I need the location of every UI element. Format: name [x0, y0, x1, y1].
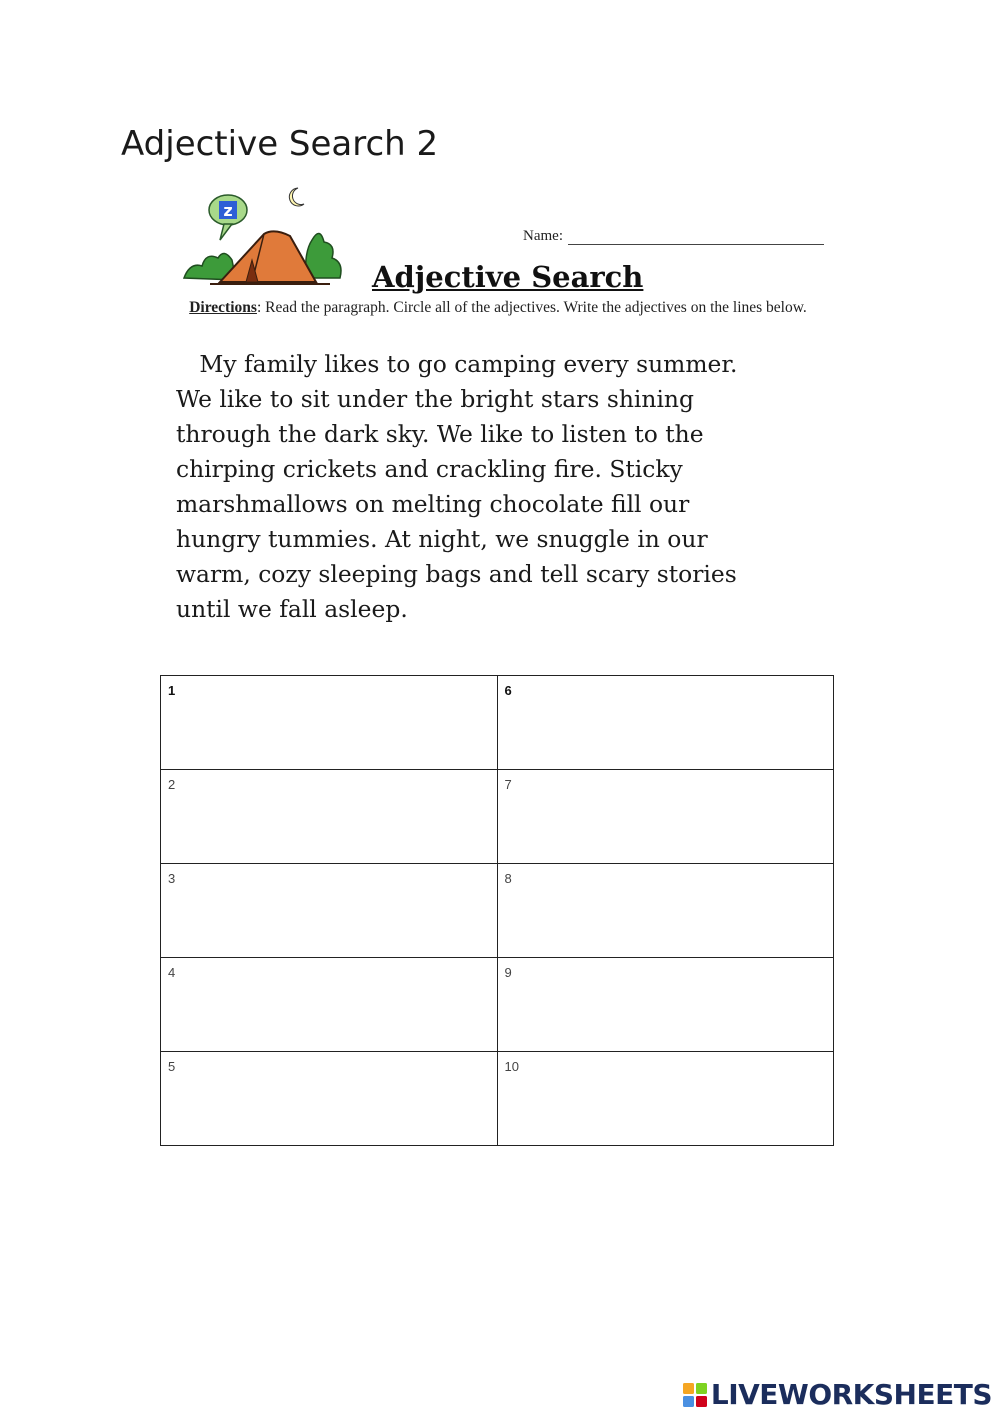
- directions-text: : Read the paragraph. Circle all of the adjectives. Write the adjectives on the lines below.: [256, 299, 807, 316]
- paragraph-line: hungry tummies. At night, we snuggle in our: [176, 525, 708, 553]
- answer-cell[interactable]: 4: [161, 958, 498, 1052]
- brand-name: LIVEWORKSHEETS: [710, 1378, 992, 1411]
- brand-logo[interactable]: [682, 1378, 992, 1411]
- paragraph-line: We like to sit under the bright stars shining: [176, 385, 694, 413]
- sleep-bubble-letter: z: [223, 201, 233, 220]
- paragraph-line: marshmallows on melting chocolate fill our: [176, 490, 690, 518]
- table-row: [161, 958, 834, 1052]
- paragraph-line: through the dark sky. We like to listen to the: [176, 420, 704, 448]
- reading-paragraph: [176, 347, 816, 627]
- answer-cell[interactable]: 8: [497, 864, 834, 958]
- answer-cell[interactable]: 3: [161, 864, 498, 958]
- answer-cell[interactable]: 10: [497, 1052, 834, 1146]
- paragraph-line: My family likes to go camping every summer.: [176, 350, 738, 378]
- paragraph-line: chirping crickets and crackling fire. Sticky: [176, 455, 683, 483]
- answer-table: [160, 675, 834, 1146]
- page-title: Adjective Search 2: [121, 124, 439, 164]
- name-label: Name:: [523, 228, 563, 244]
- liveworksheets-logo-icon: [682, 1382, 708, 1408]
- worksheet-title: Adjective Search: [372, 260, 644, 294]
- answer-cell[interactable]: 2: [161, 770, 498, 864]
- directions-label: Directions: [189, 299, 257, 316]
- answer-cell[interactable]: 6: [497, 676, 834, 770]
- table-row: [161, 1052, 834, 1146]
- answer-cell[interactable]: 7: [497, 770, 834, 864]
- directions: [168, 298, 828, 317]
- tent-camping-icon: [180, 182, 350, 292]
- answer-cell[interactable]: 1: [161, 676, 498, 770]
- name-field-row: [523, 228, 824, 245]
- table-row: [161, 676, 834, 770]
- paragraph-line: until we fall asleep.: [176, 595, 408, 623]
- table-row: [161, 770, 834, 864]
- answer-cell[interactable]: 9: [497, 958, 834, 1052]
- answer-cell[interactable]: 5: [161, 1052, 498, 1146]
- paragraph-line: warm, cozy sleeping bags and tell scary stories: [176, 560, 737, 588]
- table-row: [161, 864, 834, 958]
- name-line: [568, 230, 824, 245]
